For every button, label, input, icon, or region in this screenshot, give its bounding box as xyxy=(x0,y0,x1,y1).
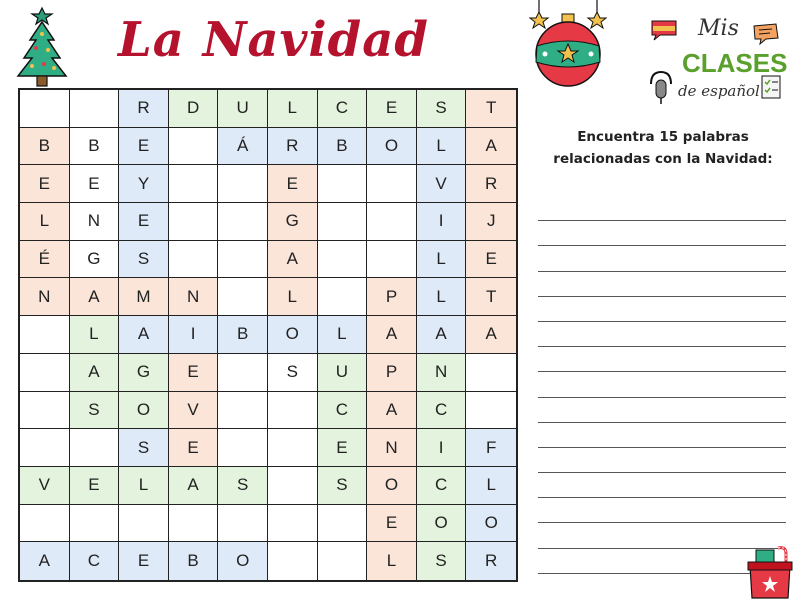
grid-cell: A xyxy=(169,467,219,505)
grid-cell: A xyxy=(70,354,120,392)
grid-cell xyxy=(20,90,70,128)
grid-cell: B xyxy=(20,128,70,166)
grid-cell: O xyxy=(417,505,467,543)
answer-lines xyxy=(538,196,786,574)
grid-cell xyxy=(318,278,368,316)
grid-cell: R xyxy=(268,128,318,166)
answer-line[interactable] xyxy=(538,272,786,297)
grid-cell: P xyxy=(367,354,417,392)
grid-cell: É xyxy=(20,241,70,279)
grid-cell xyxy=(119,505,169,543)
answer-line[interactable] xyxy=(538,473,786,498)
christmas-gift-icon xyxy=(742,544,796,600)
grid-cell: C xyxy=(417,392,467,430)
logo-text-espanol: de español xyxy=(678,82,760,100)
grid-cell: V xyxy=(20,467,70,505)
grid-cell xyxy=(318,241,368,279)
grid-cell: N xyxy=(70,203,120,241)
grid-cell: C xyxy=(70,542,120,580)
grid-cell: O xyxy=(268,316,318,354)
grid-cell: E xyxy=(268,165,318,203)
grid-cell xyxy=(318,203,368,241)
grid-cell: L xyxy=(417,278,467,316)
grid-cell: N xyxy=(417,354,467,392)
grid-cell: E xyxy=(119,542,169,580)
christmas-tree-icon xyxy=(14,4,70,88)
grid-cell: A xyxy=(70,278,120,316)
grid-cell: T xyxy=(466,278,516,316)
chat-bubble-icon xyxy=(752,22,782,46)
grid-cell: E xyxy=(318,429,368,467)
grid-cell: S xyxy=(70,392,120,430)
grid-cell: E xyxy=(169,429,219,467)
grid-cell: B xyxy=(218,316,268,354)
grid-cell: Á xyxy=(218,128,268,166)
grid-cell: S xyxy=(417,90,467,128)
grid-cell xyxy=(268,429,318,467)
grid-cell: L xyxy=(466,467,516,505)
grid-cell xyxy=(169,505,219,543)
grid-cell xyxy=(268,392,318,430)
grid-cell: G xyxy=(70,241,120,279)
grid-cell xyxy=(218,241,268,279)
grid-cell: B xyxy=(318,128,368,166)
grid-cell: E xyxy=(20,165,70,203)
grid-cell: E xyxy=(367,505,417,543)
answer-line[interactable] xyxy=(538,347,786,372)
grid-cell: E xyxy=(70,165,120,203)
grid-cell: E xyxy=(169,354,219,392)
grid-cell: R xyxy=(466,165,516,203)
grid-cell xyxy=(466,392,516,430)
grid-cell: L xyxy=(268,278,318,316)
grid-cell: L xyxy=(367,542,417,580)
grid-cell xyxy=(70,90,120,128)
grid-cell xyxy=(169,128,219,166)
grid-cell: A xyxy=(20,542,70,580)
grid-cell xyxy=(268,542,318,580)
grid-cell: E xyxy=(70,467,120,505)
grid-cell xyxy=(169,241,219,279)
grid-cell: A xyxy=(119,316,169,354)
grid-cell xyxy=(218,392,268,430)
grid-cell: O xyxy=(119,392,169,430)
grid-cell: J xyxy=(466,203,516,241)
grid-cell xyxy=(318,165,368,203)
grid-cell: S xyxy=(268,354,318,392)
grid-cell xyxy=(70,505,120,543)
grid-cell: S xyxy=(417,542,467,580)
grid-cell xyxy=(367,165,417,203)
answer-line[interactable] xyxy=(538,448,786,473)
grid-cell: G xyxy=(268,203,318,241)
grid-cell xyxy=(20,316,70,354)
grid-cell: L xyxy=(318,316,368,354)
grid-cell: F xyxy=(466,429,516,467)
logo-text-clases: CLASES xyxy=(682,48,788,78)
grid-cell xyxy=(218,354,268,392)
grid-cell: R xyxy=(466,542,516,580)
answer-line[interactable] xyxy=(538,423,786,448)
grid-cell xyxy=(466,354,516,392)
grid-cell: C xyxy=(318,90,368,128)
grid-cell xyxy=(169,165,219,203)
grid-cell: U xyxy=(318,354,368,392)
grid-cell: L xyxy=(417,128,467,166)
grid-cell: I xyxy=(417,429,467,467)
answer-line[interactable] xyxy=(538,196,786,221)
grid-cell: O xyxy=(218,542,268,580)
grid-cell: L xyxy=(20,203,70,241)
grid-cell xyxy=(20,354,70,392)
grid-cell: A xyxy=(268,241,318,279)
grid-cell: T xyxy=(466,90,516,128)
grid-cell: R xyxy=(119,90,169,128)
grid-cell: C xyxy=(318,392,368,430)
grid-cell: I xyxy=(169,316,219,354)
grid-cell xyxy=(318,542,368,580)
grid-cell: U xyxy=(218,90,268,128)
word-search-grid xyxy=(18,88,518,582)
grid-cell xyxy=(218,505,268,543)
grid-cell: G xyxy=(119,354,169,392)
answer-line[interactable] xyxy=(538,322,786,347)
answer-line[interactable] xyxy=(538,398,786,423)
grid-cell xyxy=(367,203,417,241)
answer-line[interactable] xyxy=(538,221,786,246)
answer-line[interactable] xyxy=(538,498,786,523)
christmas-ornament-icon xyxy=(527,0,609,92)
grid-cell xyxy=(218,429,268,467)
answer-line[interactable] xyxy=(538,372,786,397)
grid-cell: E xyxy=(466,241,516,279)
grid-cell xyxy=(20,392,70,430)
grid-cell: E xyxy=(367,90,417,128)
grid-cell xyxy=(268,467,318,505)
spain-flag-bubble-icon xyxy=(650,18,678,42)
grid-cell: V xyxy=(169,392,219,430)
grid-cell xyxy=(318,505,368,543)
grid-cell xyxy=(218,203,268,241)
brand-logo xyxy=(640,10,790,110)
grid-cell: S xyxy=(318,467,368,505)
grid-cell: P xyxy=(367,278,417,316)
grid-cell: C xyxy=(417,467,467,505)
microphone-icon xyxy=(648,70,674,106)
grid-cell xyxy=(218,278,268,316)
grid-cell: L xyxy=(268,90,318,128)
grid-cell: L xyxy=(119,467,169,505)
grid-cell: O xyxy=(466,505,516,543)
grid-cell: A xyxy=(466,128,516,166)
grid-cell: N xyxy=(20,278,70,316)
answer-line[interactable] xyxy=(538,246,786,271)
instructions-text: Encuentra 15 palabras relacionadas con la Navidad: xyxy=(553,129,773,167)
grid-cell xyxy=(20,505,70,543)
grid-cell: O xyxy=(367,128,417,166)
grid-cell: N xyxy=(367,429,417,467)
grid-cell: S xyxy=(218,467,268,505)
grid-cell: A xyxy=(466,316,516,354)
grid-cell xyxy=(367,241,417,279)
grid-cell: B xyxy=(70,128,120,166)
grid-cell xyxy=(70,429,120,467)
grid-cell: B xyxy=(169,542,219,580)
grid-cell xyxy=(218,165,268,203)
grid-cell: A xyxy=(417,316,467,354)
grid-cell xyxy=(20,429,70,467)
grid-cell: V xyxy=(417,165,467,203)
grid-cell: D xyxy=(169,90,219,128)
grid-cell xyxy=(268,505,318,543)
answer-line[interactable] xyxy=(538,297,786,322)
grid-cell: I xyxy=(417,203,467,241)
grid-cell: S xyxy=(119,241,169,279)
grid-cell: L xyxy=(417,241,467,279)
grid-cell: O xyxy=(367,467,417,505)
grid-cell xyxy=(169,203,219,241)
grid-cell: L xyxy=(70,316,120,354)
grid-cell: E xyxy=(119,128,169,166)
grid-cell: A xyxy=(367,392,417,430)
grid-cell: Y xyxy=(119,165,169,203)
grid-cell: S xyxy=(119,429,169,467)
logo-text-mis: Mis xyxy=(698,16,739,41)
page-title: La Navidad xyxy=(118,12,429,68)
grid-cell: A xyxy=(367,316,417,354)
grid-cell: E xyxy=(119,203,169,241)
grid-cell: M xyxy=(119,278,169,316)
grid-cell: N xyxy=(169,278,219,316)
